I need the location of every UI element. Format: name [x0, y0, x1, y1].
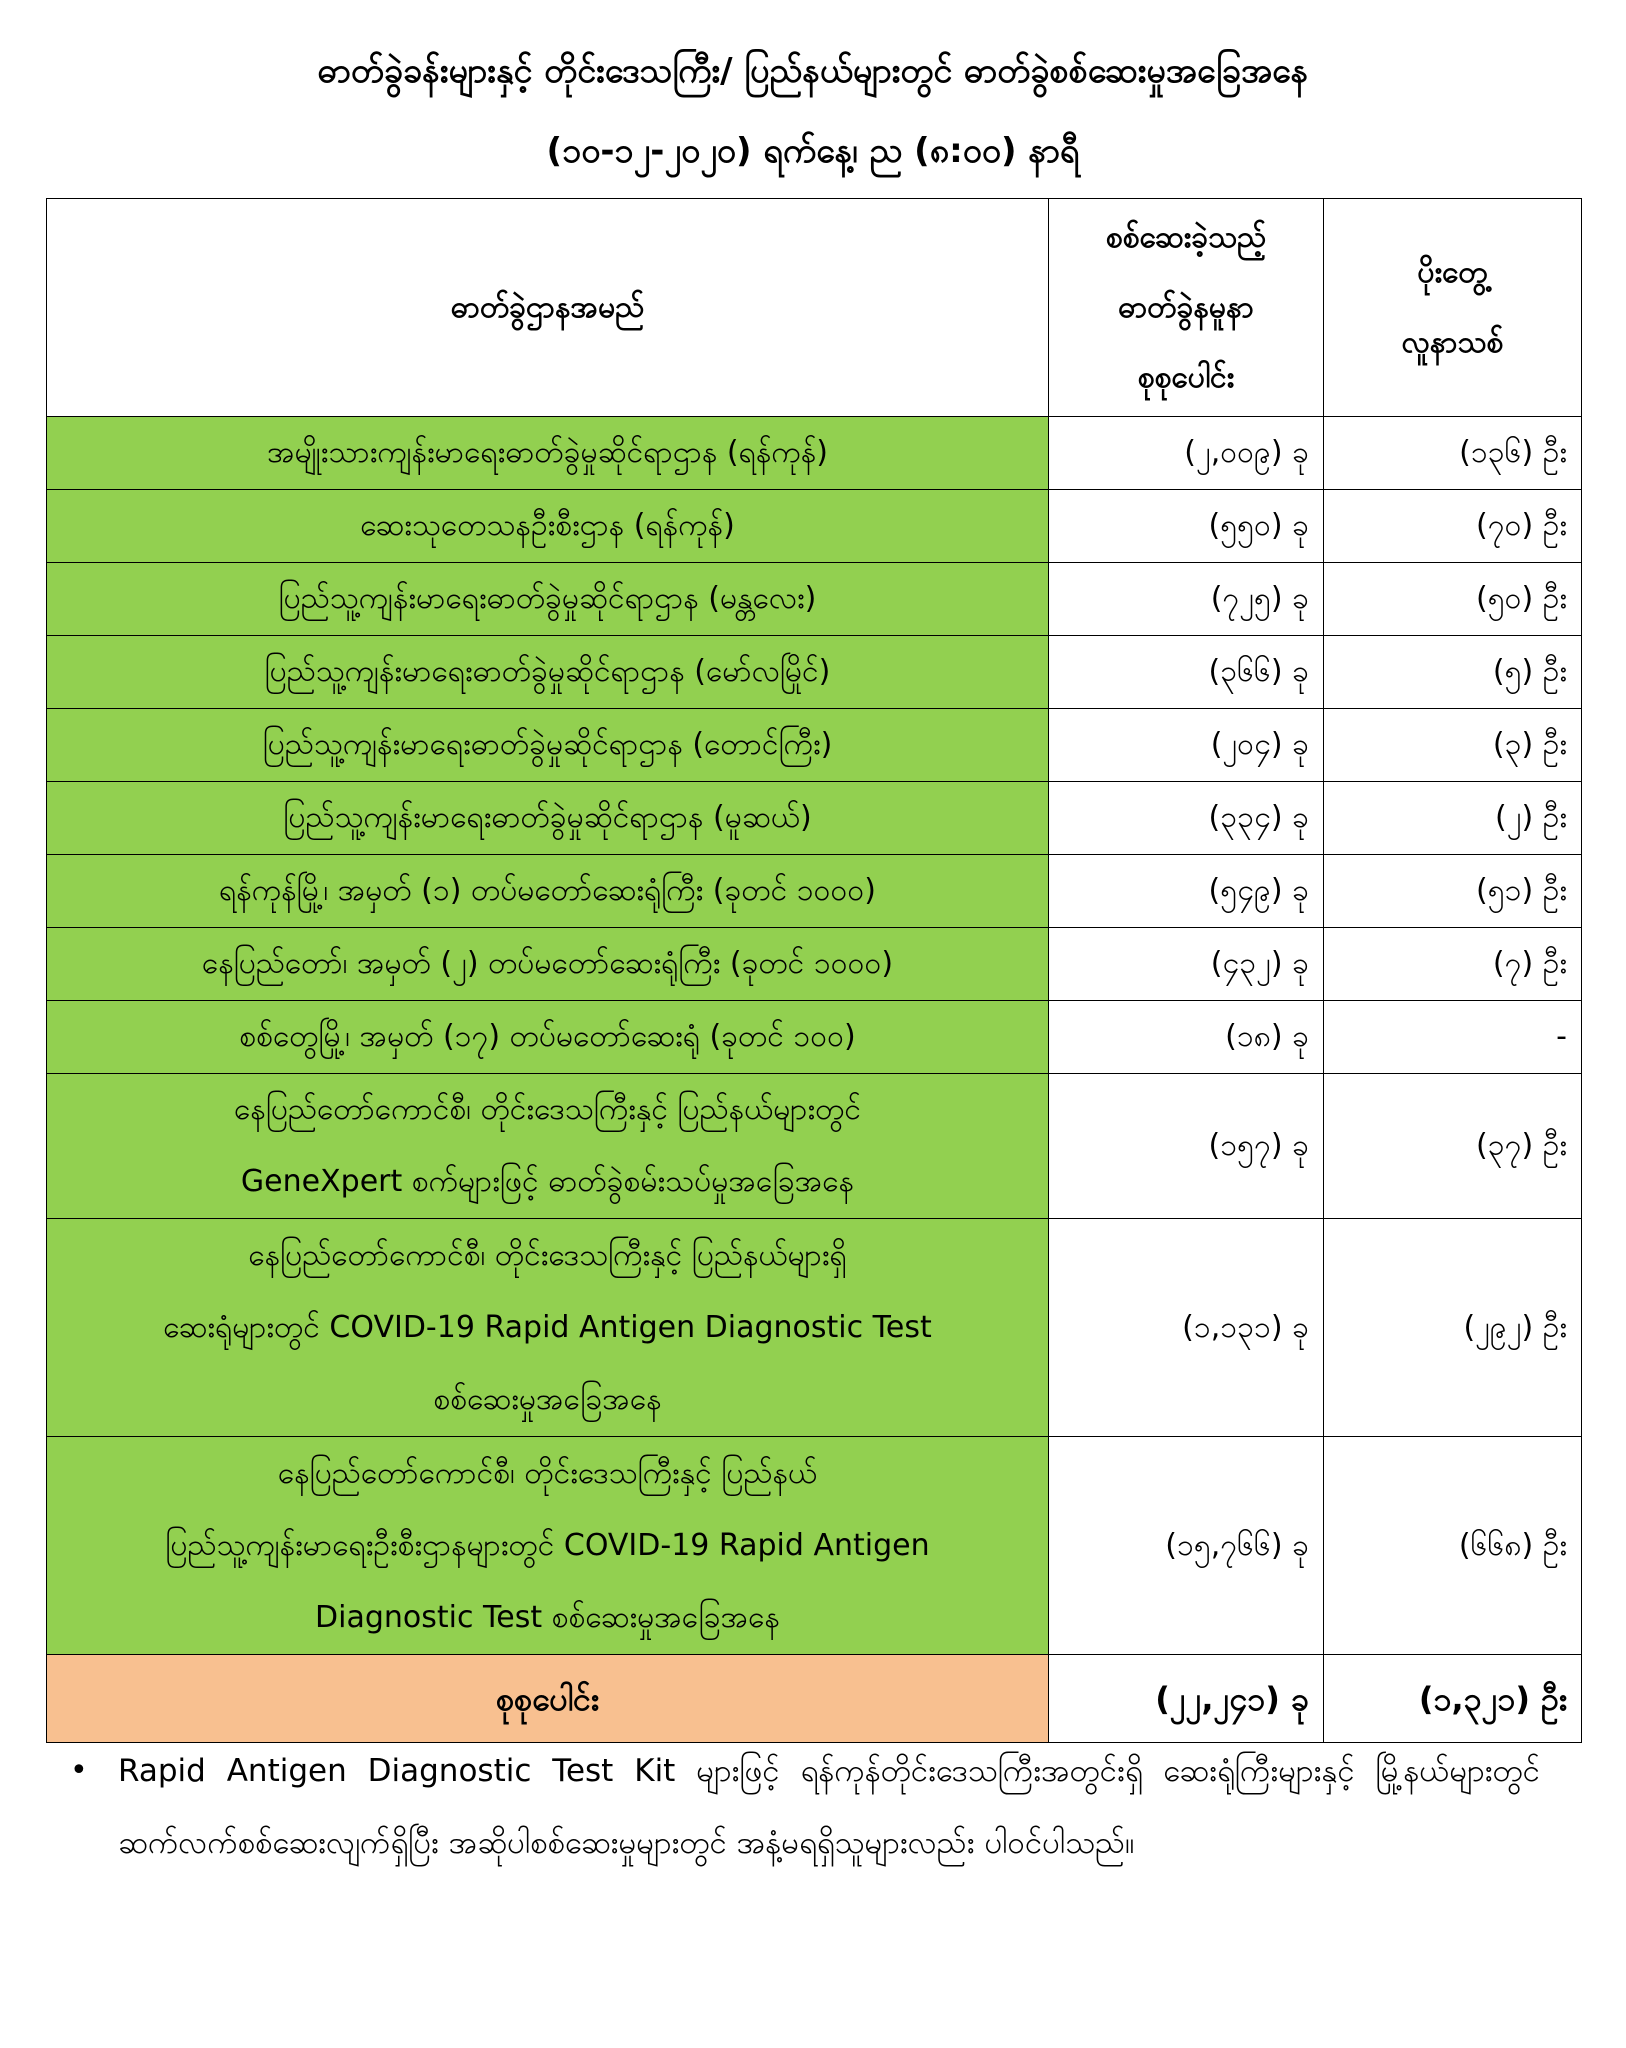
total-new-positive: (၁,၃၂၁) ဦး	[1324, 1655, 1582, 1743]
table-row	[47, 1219, 1582, 1437]
lab-name: ပြည်သူ့ကျန်းမာရေးဓာတ်ခွဲမှုဆိုင်ရာဌာန (မန္တလေး)	[278, 581, 817, 616]
footnote	[70, 1735, 1540, 1879]
samples-tested-cell: (၁၅,၇၆၆) ခု	[1049, 1437, 1324, 1655]
report-title: ဓာတ်ခွဲခန်းများနှင့် တိုင်းဒေသကြီး/ ပြည်နယ်များတွင် ဓာတ်ခွဲစစ်ဆေးမှုအခြေအနေ	[317, 51, 1309, 91]
footnote-text: Rapid Antigen Diagnostic Test Kit များဖြင့် ရန်ကုန်တိုင်းဒေသကြီးအတွင်းရှိ ဆေးရုံကြီးများနှင့် မြို့နယ်များတွင် ဆက်လက်စစ်ဆေးလျက်ရှိပြီး အဆိုပါစစ်ဆေးမှုများတွင် အနံ့မရရှိသူများလည်း ပါဝင်ပါသည်။	[118, 1753, 1540, 1861]
table-row	[47, 563, 1582, 636]
lab-name: ပြည်သူ့ကျန်းမာရေးဓာတ်ခွဲမှုဆိုင်ရာဌာန (တောင်ကြီး)	[262, 727, 833, 762]
samples-tested-cell: (၇၂၅) ခု	[1049, 563, 1324, 636]
new-positive-cell: (၃၇) ဦး	[1324, 1074, 1582, 1219]
new-positive-cell: (၅) ဦး	[1324, 636, 1582, 709]
samples-tested-cell: (၃၃၄) ခု	[1049, 782, 1324, 855]
lab-name: နေပြည်တော်ကောင်စီ၊ တိုင်းဒေသကြီးနှင့် ပြည်နယ်	[277, 1455, 818, 1491]
new-positive-cell: (၂) ဦး	[1324, 782, 1582, 855]
table-row	[47, 490, 1582, 563]
header-new-positive	[1324, 199, 1582, 417]
samples-tested-cell: (၂၀၄) ခု	[1049, 709, 1324, 782]
lab-name-cell	[47, 782, 1049, 855]
header-new-positive-line: လူနာသစ်	[1401, 324, 1504, 360]
header-lab-name: ဓာတ်ခွဲဌာနအမည်	[47, 199, 1049, 417]
header-samples-tested-line: ဓာတ်ခွဲနမူနာ	[1118, 289, 1254, 325]
lab-name: ပြည်သူ့ကျန်းမာရေးဦးစီးဌာနများတွင် COVID-19 Rapid Antigen	[165, 1527, 930, 1563]
samples-tested-cell: (၄၃၂) ခု	[1049, 928, 1324, 1001]
table-header-row	[47, 199, 1582, 417]
lab-name-cell	[47, 417, 1049, 490]
lab-name: ပြည်သူ့ကျန်းမာရေးဓာတ်ခွဲမှုဆိုင်ရာဌာန (မူဆယ်)	[283, 800, 812, 835]
lab-name-cell	[47, 1219, 1049, 1437]
header-new-positive-line: ပိုးတွေ့	[1417, 254, 1488, 290]
new-positive-cell: (၃) ဦး	[1324, 709, 1582, 782]
samples-tested-cell: (၅၄၉) ခု	[1049, 855, 1324, 928]
samples-tested-cell: (၅၅၀) ခု	[1049, 490, 1324, 563]
new-positive-cell: (၆၆၈) ဦး	[1324, 1437, 1582, 1655]
samples-tested-cell: (၁၅၇) ခု	[1049, 1074, 1324, 1219]
samples-tested-cell: (၃၆၆) ခု	[1049, 636, 1324, 709]
lab-name: နေပြည်တော်၊ အမှတ် (၂) တပ်မတော်ဆေးရုံကြီး (ခုတင် ၁၀၀၀)	[201, 946, 894, 981]
lab-name-cell	[47, 636, 1049, 709]
table-row	[47, 709, 1582, 782]
table-row	[47, 636, 1582, 709]
lab-name-cell	[47, 1074, 1049, 1219]
lab-name: အမျိုးသားကျန်းမာရေးဓာတ်ခွဲမှုဆိုင်ရာဌာန (ရန်ကုန်)	[267, 435, 828, 470]
lab-name: နေပြည်တော်ကောင်စီ၊ တိုင်းဒေသကြီးနှင့် ပြည်နယ်များတွင်	[234, 1092, 861, 1127]
header-samples-tested-line: စုစုပေါင်း	[1137, 359, 1235, 395]
total-samples-tested: (၂၂,၂၄၁) ခု	[1049, 1655, 1324, 1743]
samples-tested-cell: (၂,၀၀၉) ခု	[1049, 417, 1324, 490]
lab-testing-table	[46, 198, 1582, 1743]
new-positive-cell: (၅၁) ဦး	[1324, 855, 1582, 928]
lab-name: ဆေးသုတေသနဦးစီးဌာန (ရန်ကုန်)	[360, 508, 735, 543]
lab-name: နေပြည်တော်ကောင်စီ၊ တိုင်းဒေသကြီးနှင့် ပြည်နယ်များရှိ	[248, 1237, 847, 1273]
new-positive-cell: (၇၀) ဦး	[1324, 490, 1582, 563]
new-positive-cell: (၇) ဦး	[1324, 928, 1582, 1001]
new-positive-cell: (၁၃၆) ဦး	[1324, 417, 1582, 490]
header-samples-tested-line: စစ်ဆေးခဲ့သည့်	[1105, 219, 1267, 255]
lab-name-cell	[47, 855, 1049, 928]
table-row	[47, 1437, 1582, 1655]
new-positive-cell: (၅၀) ဦး	[1324, 563, 1582, 636]
lab-name: စစ်ဆေးမှုအခြေအနေ	[433, 1381, 662, 1417]
lab-name-cell	[47, 1437, 1049, 1655]
table-row	[47, 1074, 1582, 1219]
lab-name: ရန်ကုန်မြို့၊ အမှတ် (၁) တပ်မတော်ဆေးရုံကြီး (ခုတင် ၁၀၀၀)	[219, 873, 876, 908]
table-row	[47, 417, 1582, 490]
table-total-row	[47, 1655, 1582, 1743]
new-positive-cell: -	[1324, 1001, 1582, 1074]
samples-tested-cell: (၁,၁၃၁) ခု	[1049, 1219, 1324, 1437]
lab-name-cell	[47, 1001, 1049, 1074]
samples-tested-cell: (၁၈) ခု	[1049, 1001, 1324, 1074]
lab-name-cell	[47, 709, 1049, 782]
table-row	[47, 782, 1582, 855]
table-row	[47, 1001, 1582, 1074]
header-samples-tested	[1049, 199, 1324, 417]
lab-name: Diagnostic Test စစ်ဆေးမှုအခြေအနေ	[315, 1599, 780, 1635]
lab-name: ဆေးရုံများတွင် COVID-19 Rapid Antigen Diagnostic Test	[163, 1309, 932, 1345]
total-label: စုစုပေါင်း	[47, 1655, 1049, 1743]
report-datetime: (၁၀-၁၂-၂၀၂၀) ရက်နေ့၊ ည (၈:၀၀) နာရီ	[546, 131, 1080, 171]
table-row	[47, 855, 1582, 928]
new-positive-cell: (၂၉၂) ဦး	[1324, 1219, 1582, 1437]
lab-name-cell	[47, 928, 1049, 1001]
lab-name: စစ်တွေမြို့၊ အမှတ် (၁၇) တပ်မတော်ဆေးရုံ (ခုတင် ၁၀၀)	[239, 1019, 856, 1054]
lab-name-cell	[47, 490, 1049, 563]
table-row	[47, 928, 1582, 1001]
bullet-icon: •	[70, 1753, 88, 1788]
lab-name: ပြည်သူ့ကျန်းမာရေးဓာတ်ခွဲမှုဆိုင်ရာဌာန (မော်လမြိုင်)	[264, 654, 831, 689]
lab-name: GeneXpert စက်များဖြင့် ဓာတ်ခွဲစမ်းသပ်မှုအခြေအနေ	[240, 1164, 855, 1199]
lab-name-cell	[47, 563, 1049, 636]
